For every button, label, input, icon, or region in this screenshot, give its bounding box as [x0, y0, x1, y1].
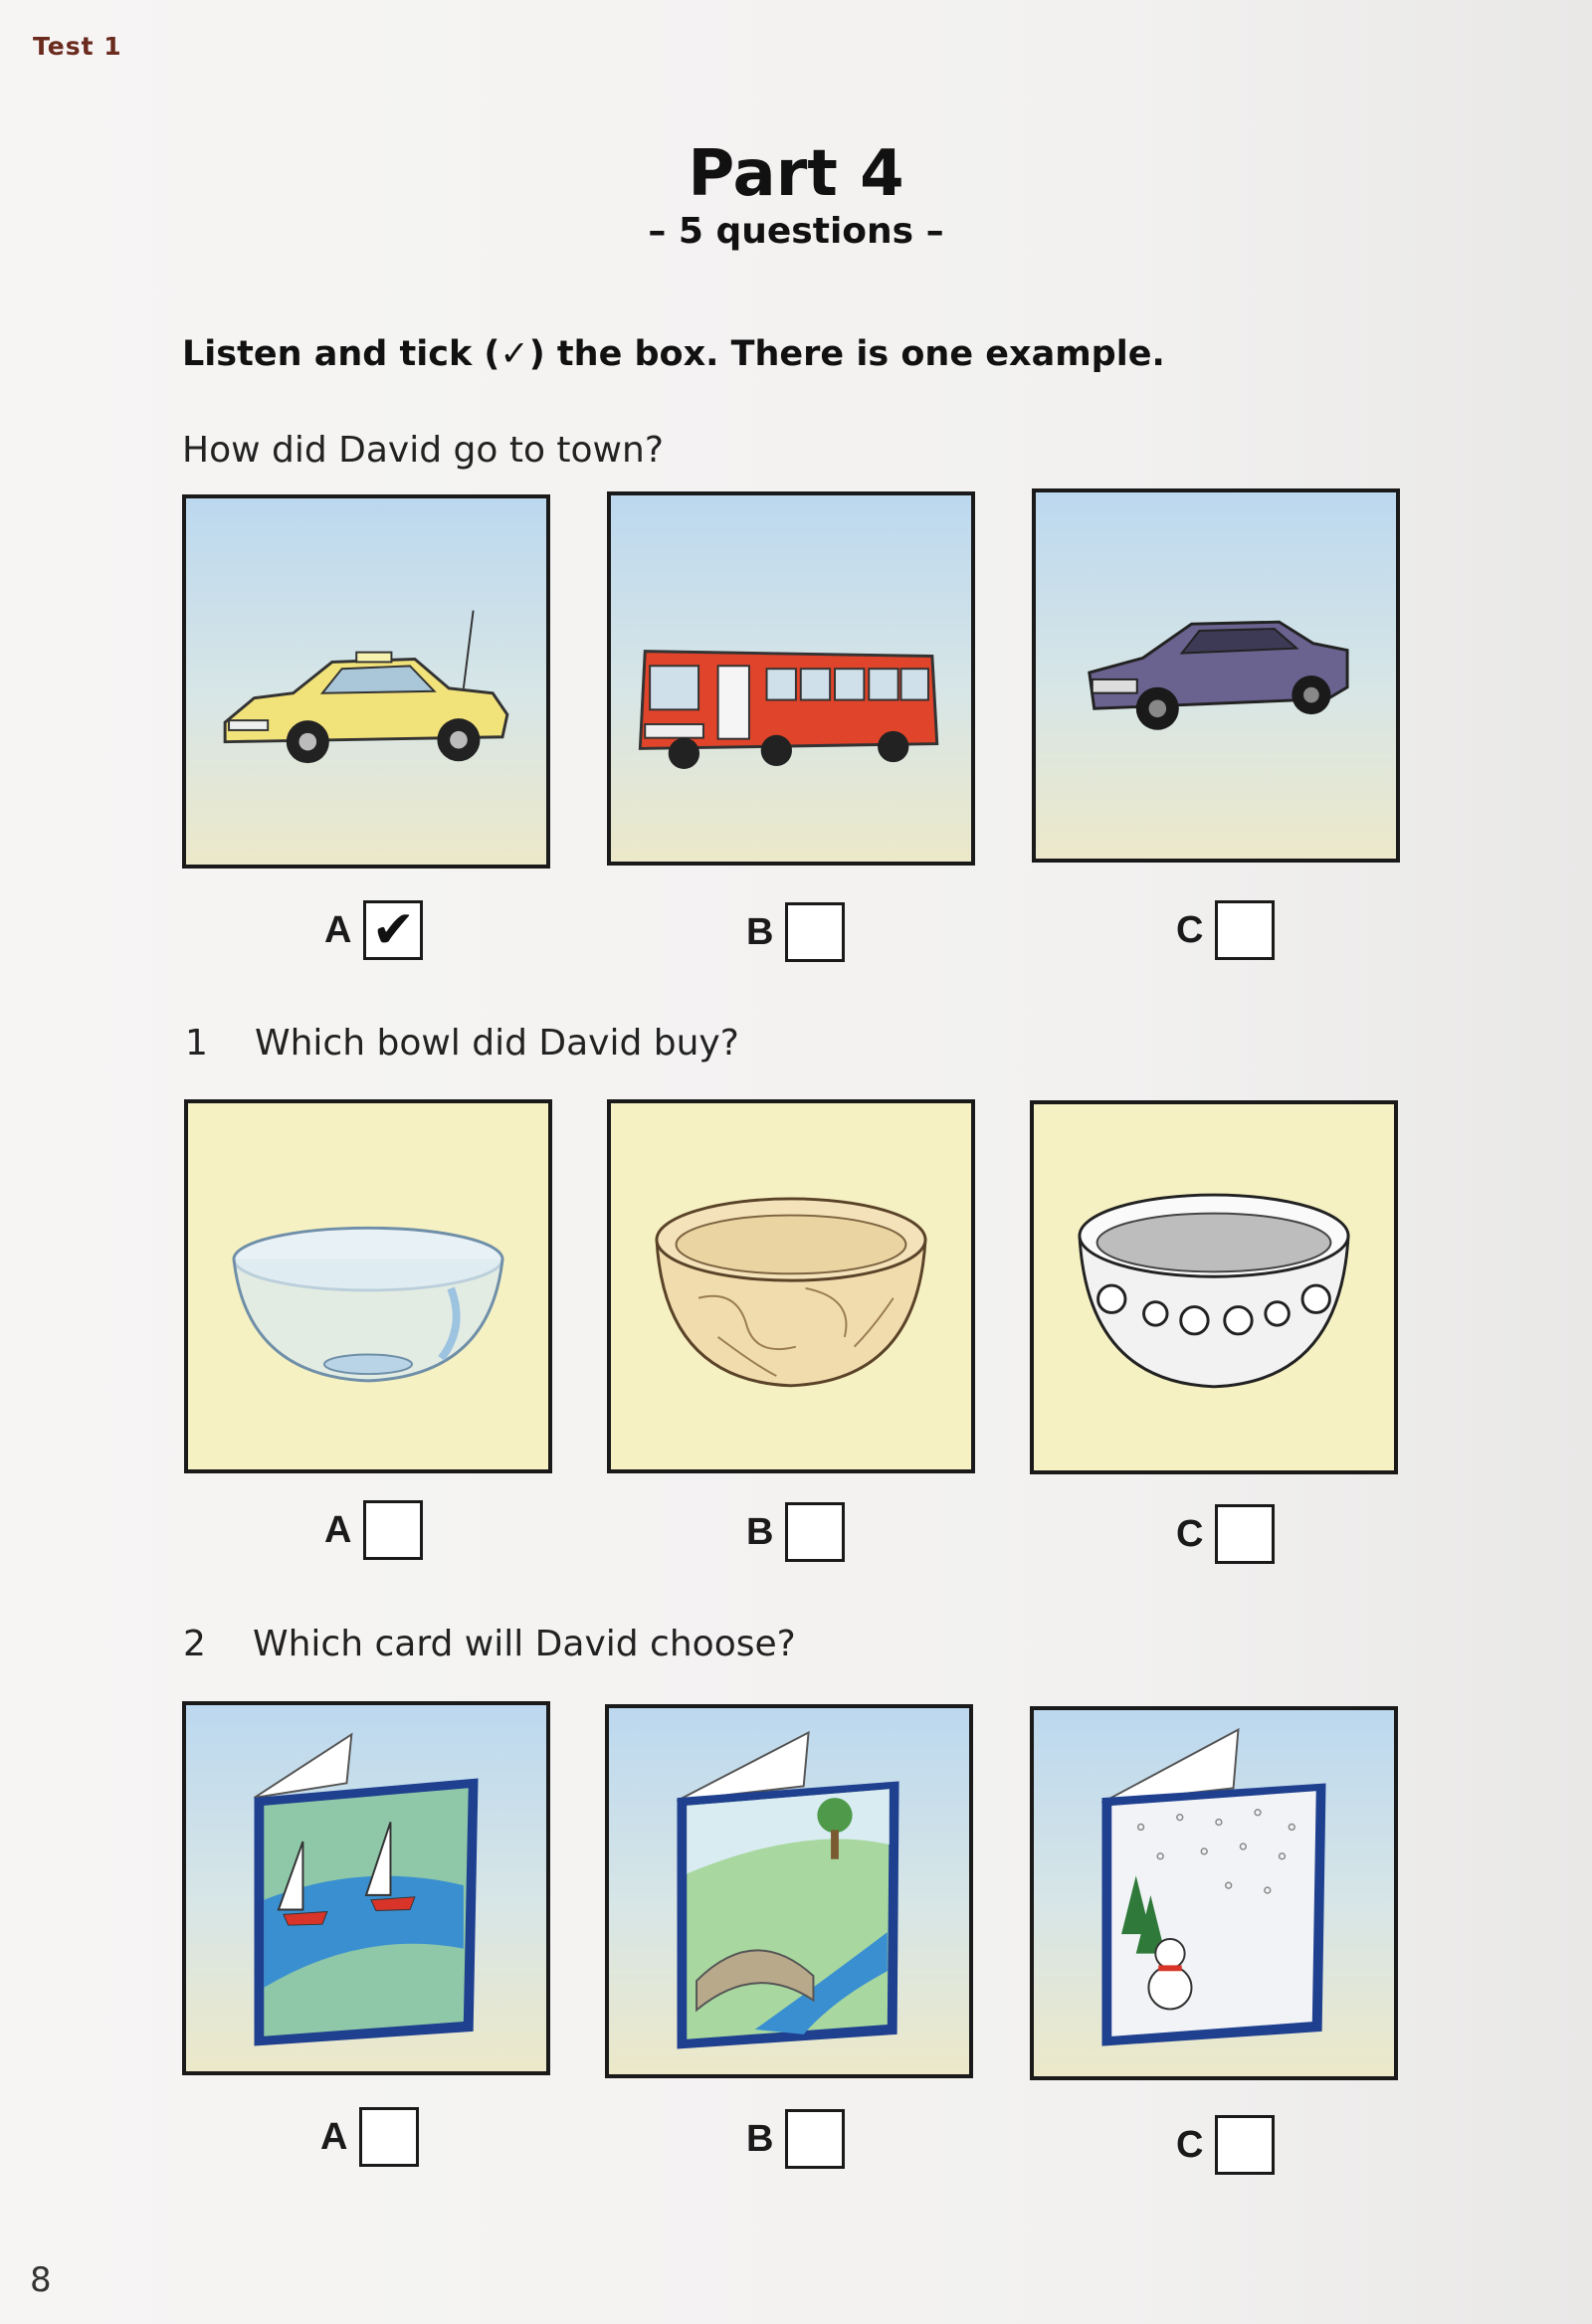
option-letter: A: [320, 2115, 348, 2158]
answer-checkbox[interactable]: [1215, 2115, 1275, 2175]
question-2: [183, 1624, 796, 1664]
option-picture-patterned-bowl: [1030, 1100, 1398, 1474]
option-picture-wooden-bowl: [607, 1099, 975, 1473]
option-letter: B: [746, 910, 774, 953]
answer-checkbox[interactable]: [363, 1500, 423, 1560]
option-letter: A: [324, 1508, 352, 1551]
question-text: Which card will David choose?: [253, 1624, 796, 1664]
patterned-bowl-illustration: [1034, 1104, 1394, 1470]
option-letter: C: [1176, 1512, 1204, 1555]
answer-checkbox[interactable]: [359, 2107, 419, 2167]
test-label: Test 1: [33, 32, 122, 61]
option-letter: A: [324, 908, 352, 951]
q2-option-b[interactable]: [746, 2109, 845, 2169]
option-picture-sailboats-card: [182, 1701, 550, 2075]
q1-option-b[interactable]: [746, 1502, 845, 1562]
option-picture-snowman-card: [1030, 1706, 1398, 2080]
question-number: 2: [183, 1624, 206, 1664]
answer-checkbox[interactable]: [1215, 900, 1275, 960]
page-number: 8: [30, 2260, 52, 2300]
option-letter: B: [746, 1510, 774, 1553]
option-letter: C: [1176, 2123, 1204, 2166]
bus-illustration: [611, 495, 971, 862]
answer-checkbox[interactable]: ✔: [363, 900, 423, 960]
part-subtitle: – 5 questions –: [648, 211, 944, 252]
example-option-b[interactable]: [746, 902, 845, 962]
option-picture-bus: [607, 491, 975, 866]
answer-checkbox[interactable]: [785, 1502, 845, 1562]
taxi-illustration: [186, 498, 546, 865]
wooden-bowl-illustration: [611, 1103, 971, 1469]
answer-checkbox[interactable]: [1215, 1504, 1275, 1564]
answer-checkbox[interactable]: [785, 2109, 845, 2169]
question-number: 1: [185, 1023, 208, 1064]
example-question: How did David go to town?: [182, 430, 664, 471]
part-title: Part 4: [688, 137, 904, 211]
option-letter: C: [1176, 908, 1204, 951]
option-picture-car: [1032, 488, 1400, 863]
sailboats-card-illustration: [186, 1705, 546, 2071]
glass-bowl-illustration: [188, 1103, 548, 1469]
question-text: Which bowl did David buy?: [255, 1023, 739, 1064]
option-letter: B: [746, 2117, 774, 2160]
example-option-c[interactable]: [1176, 900, 1275, 960]
instruction-text: Listen and tick (✓) the box. There is one example.: [182, 334, 1165, 374]
answer-checkbox[interactable]: [785, 902, 845, 962]
bridge-card-illustration: [609, 1708, 969, 2074]
example-option-a[interactable]: [324, 900, 423, 960]
car-illustration: [1036, 492, 1396, 859]
q1-option-c[interactable]: [1176, 1504, 1275, 1564]
option-picture-glass-bowl: [184, 1099, 552, 1473]
option-picture-taxi: [182, 494, 550, 869]
snowman-card-illustration: [1034, 1710, 1394, 2076]
question-1: [185, 1023, 739, 1064]
q2-option-a[interactable]: [320, 2107, 419, 2167]
q2-option-c[interactable]: [1176, 2115, 1275, 2175]
q1-option-a[interactable]: [324, 1500, 423, 1560]
option-picture-bridge-card: [605, 1704, 973, 2078]
